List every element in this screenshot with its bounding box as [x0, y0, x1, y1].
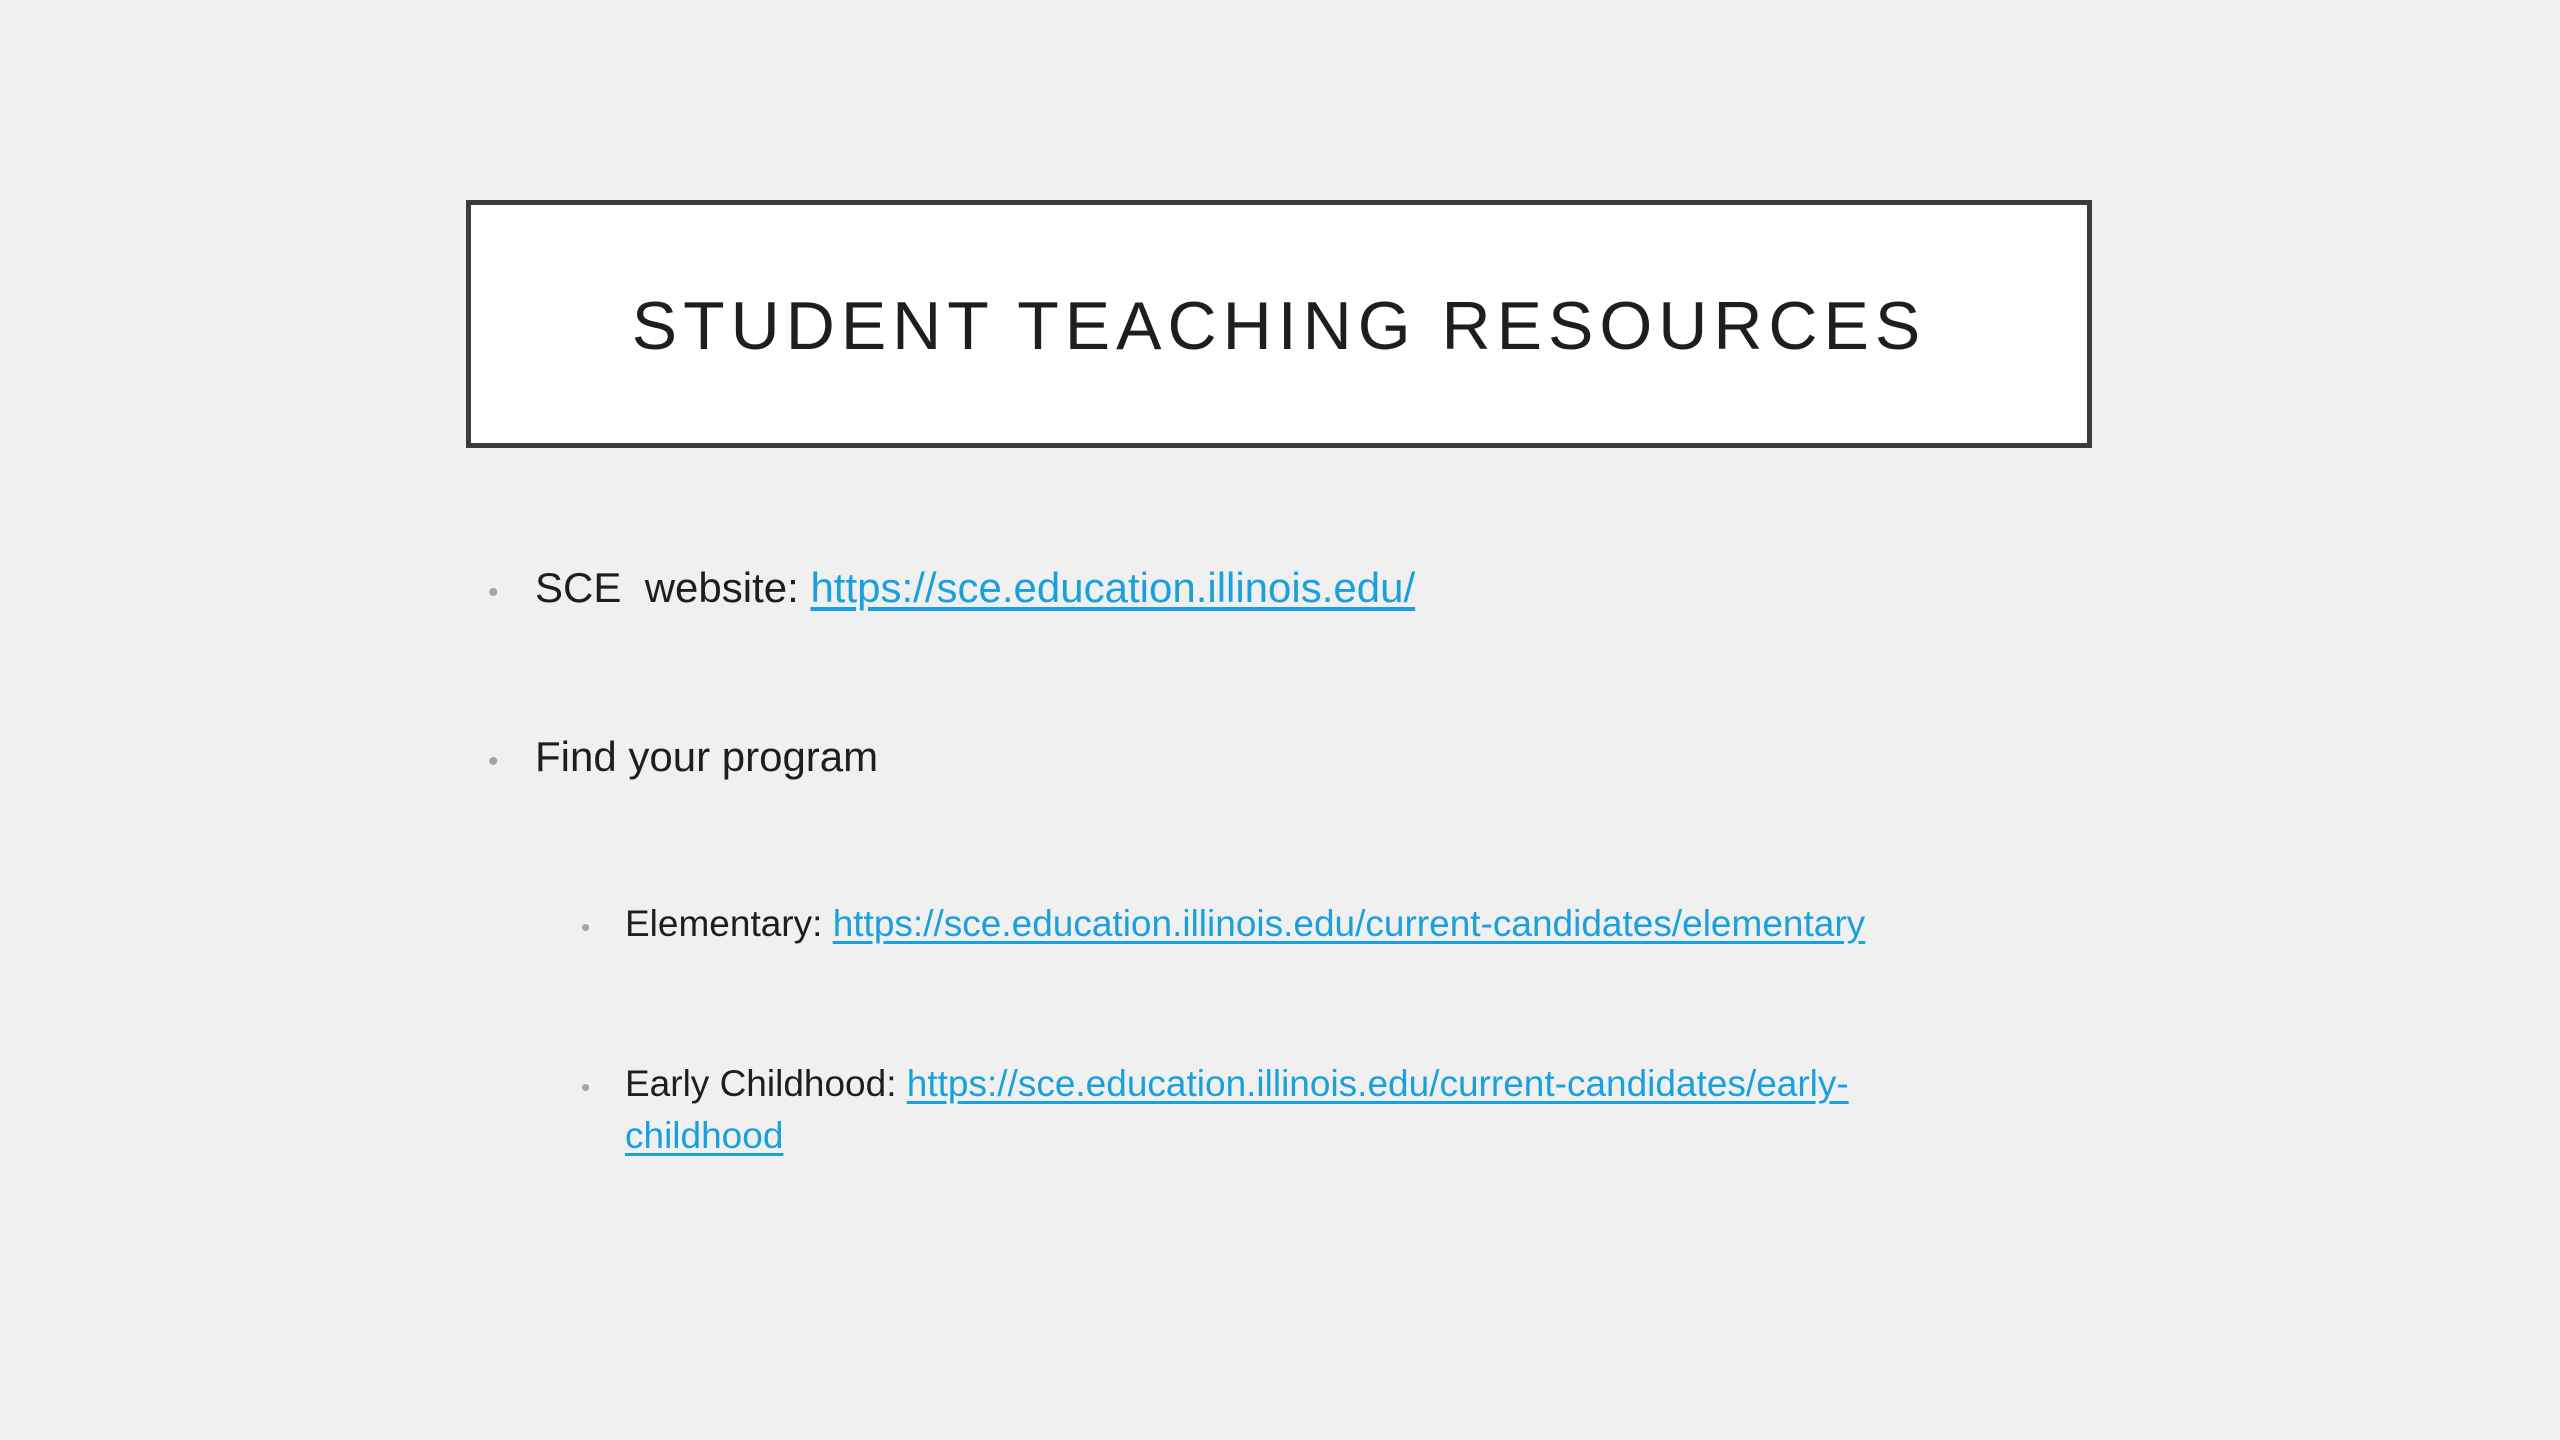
sce-website-label: SCE website: [535, 564, 811, 611]
bullet-dot-icon: • [488, 745, 499, 778]
bullet-dot-icon: • [488, 576, 499, 609]
early-childhood-text [625, 1058, 1849, 1162]
early-childhood-label: Early Childhood: [625, 1063, 907, 1104]
elementary-link[interactable]: https://sce.education.illinois.edu/current-candidates/elementary [832, 903, 1866, 944]
list-item-early-childhood [577, 1058, 1977, 1162]
list-item-sce-website [480, 564, 1415, 612]
find-program-label: Find your program [535, 733, 879, 780]
early-childhood-link-part2[interactable]: childhood [625, 1115, 784, 1156]
list-item-find-program [480, 733, 878, 781]
bullet-dot-icon: • [581, 912, 591, 942]
elementary-label: Elementary: [625, 903, 833, 944]
slide-title: STUDENT TEACHING RESOURCES [631, 288, 1927, 364]
sce-website-link[interactable]: https://sce.education.illinois.edu/ [810, 564, 1416, 611]
early-childhood-link-part1[interactable]: https://sce.education.illinois.edu/current-candidates/early- [906, 1063, 1849, 1104]
title-box [466, 200, 2092, 448]
bullet-dot-icon: • [581, 1072, 591, 1102]
list-item-elementary [577, 903, 1865, 945]
